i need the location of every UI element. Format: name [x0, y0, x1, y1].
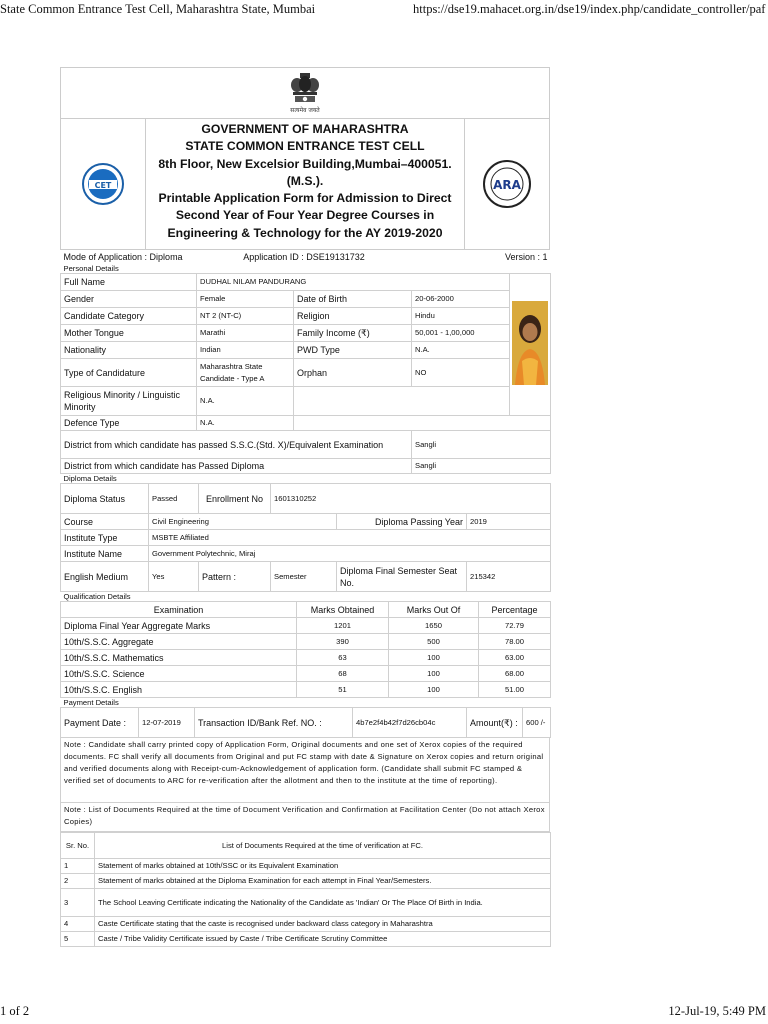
religion-value: Hindu: [412, 308, 510, 325]
diploma-status-label: Diploma Status: [61, 484, 149, 514]
col-sr-no: Sr. No.: [61, 833, 95, 859]
institute-type-label: Institute Type: [61, 530, 149, 546]
marks-out-of: 100: [389, 682, 479, 698]
transaction-value: 4b7e2f4b42f7d26cb04c: [353, 708, 467, 738]
mother-tongue-label: Mother Tongue: [61, 325, 197, 342]
category-value: NT 2 (NT-C): [197, 308, 294, 325]
header-line-3: 8th Floor, New Excelsior Building,Mumbai–400051.: [158, 156, 452, 171]
doc-sr-no: 2: [61, 874, 95, 889]
defence-label: Defence Type: [61, 416, 197, 431]
section-payment: Payment Details: [63, 698, 119, 707]
note-documents-required: Note : List of Documents Required at the time of Document Verification and Confirmation at Facilitation Center (Do not attach Xerox Copies): [60, 803, 550, 832]
passing-year-label: Diploma Passing Year: [337, 514, 467, 530]
percentage: 78.00: [479, 634, 551, 650]
doc-name: Caste Certificate stating that the caste is recognised under backward class category in Maharashtra: [95, 917, 551, 932]
table-row: [61, 932, 551, 947]
marks-out-of: 500: [389, 634, 479, 650]
page-number: 1 of 2: [0, 1004, 30, 1018]
personal-table: [60, 250, 551, 483]
print-header-title: State Common Entrance Test Cell, Maharashtra State, Mumbai: [0, 2, 316, 16]
institute-name-value: Government Polytechnic, Miraj: [149, 546, 551, 562]
mother-tongue-value: Marathi: [197, 325, 294, 342]
institute-name-label: Institute Name: [61, 546, 149, 562]
marks-out-of: 100: [389, 650, 479, 666]
header-line-6: Second Year of Four Year Degree Courses in: [175, 208, 435, 223]
doc-sr-no: 4: [61, 917, 95, 932]
header-line-7: Engineering & Technology for the AY 2019-2020: [167, 225, 443, 240]
payment-table: [60, 707, 551, 738]
payment-date-label: Payment Date :: [61, 708, 139, 738]
orphan-label: Orphan: [294, 359, 412, 387]
amount-label: Amount(₹) :: [467, 708, 523, 738]
transaction-label: Transaction ID/Bank Ref. NO. :: [195, 708, 353, 738]
family-income-label: Family Income (₹): [294, 325, 412, 342]
state-emblem-icon: [285, 71, 325, 115]
candidature-label: Type of Candidature: [61, 359, 197, 387]
emblem-motto: सत्यमेव जयते: [290, 107, 320, 114]
exam-name: Diploma Final Year Aggregate Marks: [61, 618, 297, 634]
pattern-value: Semester: [271, 562, 337, 592]
full-name-label: Full Name: [61, 274, 197, 291]
doc-name: Statement of marks obtained at 10th/SSC or its Equivalent Examination: [95, 859, 551, 874]
marks-obtained: 63: [297, 650, 389, 666]
defence-value: N.A.: [197, 416, 294, 431]
minority-label: Religious Minority / Linguistic Minority: [61, 387, 197, 416]
section-qualification: Qualification Details: [63, 592, 131, 601]
exam-name: 10th/S.S.C. Mathematics: [61, 650, 297, 666]
doc-sr-no: 3: [61, 889, 95, 917]
note-documents-original: Note : Candidate shall carry printed copy of Application Form, Original documents and one set of Xerox copies of the required documents. FC shall verify all documents from Original and put FC stamp with date & Signature on Xerox copies and return original and verified documents along with Receipt-cum-Acknowledgement of application form. (Candidate shall submit FC stamped & verified set of documents to ARC for re-verification after the allotment and then to the institute at the time of reporting).: [60, 738, 550, 803]
documents-table: [60, 832, 551, 947]
table-row: [61, 917, 551, 932]
nationality-value: Indian: [197, 342, 294, 359]
print-header-url[interactable]: https://dse19.mahacet.org.in/dse19/index.php/candidate_controller/paf: [413, 2, 766, 16]
header-line-2: STATE COMMON ENTRANCE TEST CELL: [185, 139, 425, 154]
diploma-district-label: District from which candidate has Passed Diploma: [61, 459, 412, 474]
col-marks-obtained: Marks Obtained: [297, 602, 389, 618]
version: Version : 1: [504, 252, 548, 262]
pattern-label: Pattern :: [199, 562, 271, 592]
course-label: Course: [61, 514, 149, 530]
candidate-photo: [510, 274, 551, 416]
marks-obtained: 390: [297, 634, 389, 650]
diploma-status-value: Passed: [149, 484, 199, 514]
religion-label: Religion: [294, 308, 412, 325]
qualification-table: [60, 601, 551, 707]
percentage: 72.79: [479, 618, 551, 634]
empty-cell: [294, 387, 510, 416]
english-medium-value: Yes: [149, 562, 199, 592]
marks-out-of: 1650: [389, 618, 479, 634]
header-line-5: Printable Application Form for Admission to Direct: [158, 191, 452, 206]
percentage: 68.00: [479, 666, 551, 682]
header-line-1: GOVERNMENT OF MAHARASHTRA: [201, 122, 409, 136]
cet-logo-icon: [81, 162, 125, 206]
ara-logo-icon: [482, 159, 532, 209]
mode-of-application: Mode of Application : Diploma: [63, 252, 183, 262]
enrollment-label: Enrollment No: [199, 484, 271, 514]
diploma-district-value: Sangli: [412, 459, 551, 474]
percentage: 51.00: [479, 682, 551, 698]
seat-no-label: Diploma Final Semester Seat No.: [337, 562, 467, 592]
doc-name: The School Leaving Certificate indicating the Nationality of the Candidate as 'Indian' Or The Place Of Birth in India.: [95, 889, 551, 917]
cet-logo-text: CET: [94, 181, 112, 190]
gender-value: Female: [197, 291, 294, 308]
ara-logo-text: ARA: [493, 178, 521, 192]
candidature-value: Maharashtra State Candidate - Type A: [197, 359, 294, 387]
candidate-photo-icon: [512, 301, 548, 385]
exam-name: 10th/S.S.C. Science: [61, 666, 297, 682]
print-footer: [0, 1004, 768, 1020]
institute-type-value: MSBTE Affiliated: [149, 530, 551, 546]
col-examination: Examination: [61, 602, 297, 618]
table-row: [61, 874, 551, 889]
pwd-value: N.A.: [412, 342, 510, 359]
col-percentage: Percentage: [479, 602, 551, 618]
section-diploma: Diploma Details: [63, 474, 117, 483]
application-id: Application ID : DSE19131732: [243, 252, 365, 262]
passing-year-value: 2019: [467, 514, 551, 530]
enrollment-value: 1601310252: [271, 484, 551, 514]
marks-obtained: 1201: [297, 618, 389, 634]
col-marks-out-of: Marks Out Of: [389, 602, 479, 618]
print-datetime: 12-Jul-19, 5:49 PM: [668, 1004, 766, 1018]
table-row: [61, 889, 551, 917]
table-row: [61, 666, 551, 682]
ara-logo-cell: [464, 119, 549, 249]
marks-obtained: 51: [297, 682, 389, 698]
category-label: Candidate Category: [61, 308, 197, 325]
doc-name: Caste / Tribe Validity Certificate issued by Caste / Tribe Certificate Scrutiny Committee: [95, 932, 551, 947]
percentage: 63.00: [479, 650, 551, 666]
doc-sr-no: 1: [61, 859, 95, 874]
diploma-table: [60, 483, 551, 601]
table-row: [61, 859, 551, 874]
gender-label: Gender: [61, 291, 197, 308]
emblem-row: [60, 67, 550, 119]
form-header: [60, 119, 550, 250]
orphan-value: NO: [412, 359, 510, 387]
application-form: [60, 67, 550, 947]
col-documents: List of Documents Required at the time of verification at FC.: [95, 833, 551, 859]
dob-value: 20-06-2000: [412, 291, 510, 308]
header-line-4: (M.S.).: [286, 173, 324, 188]
seat-no-value: 215342: [467, 562, 551, 592]
section-personal: Personal Details: [63, 264, 119, 273]
nationality-label: Nationality: [61, 342, 197, 359]
ssc-district-label: District from which candidate has passed S.S.C.(Std. X)/Equivalent Examination: [61, 431, 412, 459]
cet-logo-cell: [61, 119, 146, 249]
english-medium-label: English Medium: [61, 562, 149, 592]
amount-value: 600 /-: [523, 708, 551, 738]
family-income-value: 50,001 - 1,00,000: [412, 325, 510, 342]
table-row: [61, 618, 551, 634]
exam-name: 10th/S.S.C. English: [61, 682, 297, 698]
dob-label: Date of Birth: [294, 291, 412, 308]
header-title: [146, 119, 464, 249]
full-name-value: DUDHAL NILAM PANDURANG: [197, 274, 510, 291]
course-value: Civil Engineering: [149, 514, 337, 530]
empty-cell: [294, 416, 551, 431]
minority-value: N.A.: [197, 387, 294, 416]
payment-date-value: 12-07-2019: [139, 708, 195, 738]
table-row: [61, 634, 551, 650]
marks-obtained: 68: [297, 666, 389, 682]
pwd-label: PWD Type: [294, 342, 412, 359]
marks-out-of: 100: [389, 666, 479, 682]
table-row: [61, 650, 551, 666]
table-row: [61, 682, 551, 698]
doc-sr-no: 5: [61, 932, 95, 947]
ssc-district-value: Sangli: [412, 431, 551, 459]
print-header: [0, 2, 768, 18]
doc-name: Statement of marks obtained at the Diploma Examination for each attempt in Final Year/Semesters.: [95, 874, 551, 889]
exam-name: 10th/S.S.C. Aggregate: [61, 634, 297, 650]
